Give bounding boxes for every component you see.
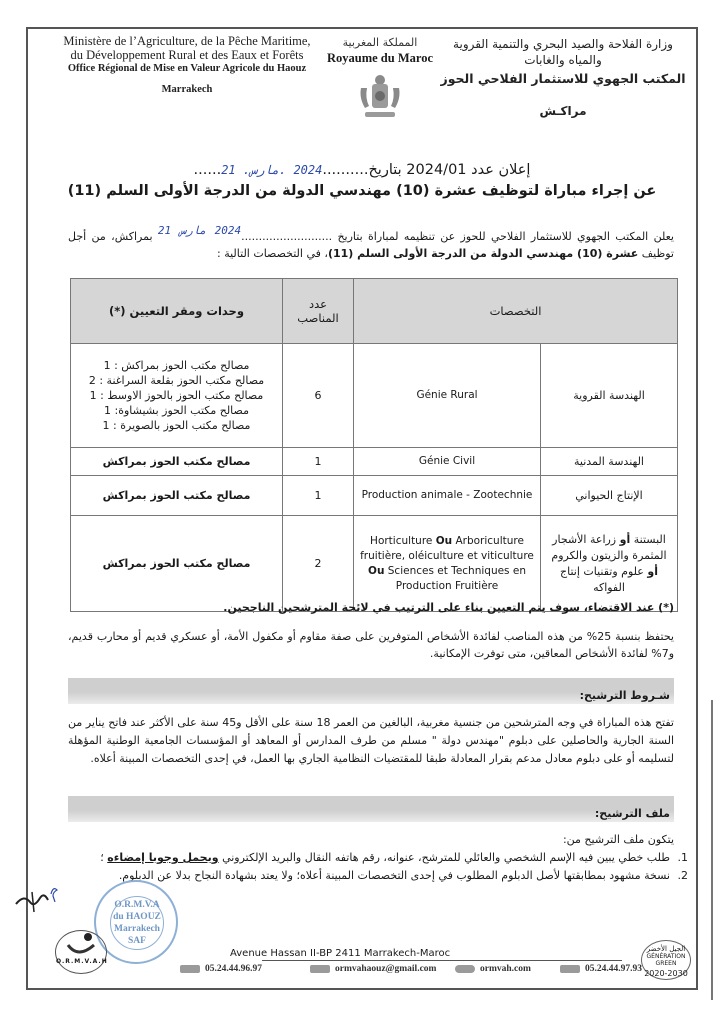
gg-logo-fr: GÉNÉRATION GREEN <box>646 953 686 967</box>
intro-handwritten-date: 2024 مارس 21 <box>157 224 242 237</box>
spec-ar: الهندسة القروية <box>541 344 678 448</box>
header-specialties: التخصصات <box>354 279 678 344</box>
website-icon <box>455 965 475 973</box>
list-item-emphasis: ويحمل وجوبا إمضاءه <box>107 851 219 864</box>
ormvah-logo-icon <box>56 931 106 961</box>
list-item <box>68 867 674 885</box>
spec-fr: Génie Rural <box>354 344 541 448</box>
intro-text-1: يعلن المكتب الجهوي للاستثمار الفلاحي للحوز عن تنظيمه لمباراة بتاريخ <box>332 230 674 243</box>
list-item-text: طلب خطي يبين فيه الإسم الشخصي والعائلي للمترشح، عنوانه، رقم هاتفه النقال والبريد الإلكتروني <box>218 851 670 864</box>
unit-line: مصالح مكتب الحوز بمراكش : 1 <box>103 359 250 372</box>
letterhead <box>28 30 696 142</box>
ministry-name-ar-1: وزارة الفلاحة والصيد البحري والتنمية القروية <box>453 37 673 51</box>
spec-ar: الإنتاج الحيواني <box>541 476 678 516</box>
footer-divider <box>262 960 622 961</box>
list-item-text: نسخة مشهود بمطابقتها لأصل الدبلوم المطلوب في إحدى التخصصات المبينة أعلاه؛ ولا يعتد بشهادة النجاح بدلا عن الدبلوم. <box>118 869 670 882</box>
coat-of-arms-icon <box>357 72 403 122</box>
date-dots: .......... <box>322 162 369 178</box>
unit-line: مصالح مكتب الحوز بقلعة السراغنة : 2 <box>88 374 265 387</box>
phone-icon <box>180 965 200 973</box>
signature-icon <box>14 886 54 916</box>
announcement-number-text: إعلان عدد 2024/01 بتاريخ <box>368 162 531 178</box>
unit-line: مصالح مكتب الحوز بشيشاوة: 1 <box>104 404 249 417</box>
footer-address: Avenue Hassan II-BP 2411 Marrakech-Maroc <box>230 948 451 959</box>
assignment-units: مصالح مكتب الحوز بمراكش <box>71 448 283 476</box>
assignment-units: مصالح مكتب الحوز بمراكش <box>71 476 283 516</box>
announcement-subtitle: عن إجراء مباراة لتوظيف عشرة (10) مهندسي الدولة من الدرجة الأولى السلم (11) <box>67 183 657 199</box>
intro-dots: .......................... <box>241 230 333 243</box>
section-conditions-header <box>68 678 674 704</box>
header-count: عدد المناصب <box>283 279 354 344</box>
letterhead-arabic <box>438 36 688 119</box>
list-item-tail: ؛ <box>100 851 108 864</box>
office-name-fr: Office Régional de Mise en Valeur Agricole du Haouz <box>67 63 307 74</box>
fax-number: 05.24.44.97.93 <box>585 964 642 974</box>
stamp-line: du HAOUZ <box>113 912 161 922</box>
city-fr: Marrakech <box>161 84 213 95</box>
spec-ar <box>541 516 678 612</box>
spec-ar-part: زراعة الأشجار المثمرة والزيتون والكروم <box>551 532 667 562</box>
spec-ar-or: أو <box>647 564 658 578</box>
ministry-name-ar-2: والمياه والغابات <box>524 53 602 67</box>
stamp-line: SAF <box>128 936 146 946</box>
spec-fr-part: Horticulture <box>370 534 436 547</box>
email-address[interactable]: ormvahaouz@gmail.com <box>335 964 437 974</box>
intro-text-3: ، في التخصصات التالية : <box>217 247 328 260</box>
stamp-line: Marrakech <box>114 924 160 934</box>
ormvah-logo-text: O.R.M.V.A.H <box>56 958 108 965</box>
city-ar: مراكـش <box>539 104 587 118</box>
announcement-title <box>60 160 664 202</box>
spec-ar-part: البستنة <box>630 532 666 546</box>
phone-contact <box>180 964 262 974</box>
assignment-units: مصالح مكتب الحوز بمراكش <box>71 516 283 612</box>
spec-fr: Production animale - Zootechnie <box>354 476 541 516</box>
spec-ar: الهندسة المدنية <box>541 448 678 476</box>
section-conditions-title: شـروط الترشيح: <box>579 689 670 702</box>
intro-bold: عشرة (10) مهندسي الدولة من الدرجة الأولى السلم (11) <box>327 247 639 260</box>
spec-fr-part: Sciences et Techniques en Production Fruitière <box>384 564 526 592</box>
position-count: 1 <box>283 476 354 516</box>
table-row <box>71 516 678 612</box>
ormvah-logo <box>55 930 107 974</box>
initials-icon <box>49 884 61 902</box>
assignment-units <box>71 344 283 448</box>
spec-ar-part: علوم وتقنيات إنتاج الفواكه <box>560 564 648 594</box>
table-header-row <box>71 279 678 344</box>
announcement-number <box>60 160 664 180</box>
gg-logo-ar: الجيل الأخضر <box>646 945 686 953</box>
intro-paragraph <box>68 224 674 262</box>
office-name-ar: المكتب الجهوي للاستثمار الفلاحي الحوز <box>440 71 686 86</box>
table-row <box>71 344 678 448</box>
reserved-quota-text: يحتفظ بنسبة 25% من هذه المناصب لفائدة الأشخاص المتوفرين على صفة مقاوم أو مكفول الأمة، أو عسكري قديم أو محارب قديم، و7% لفائدة الأشخاص المعاقين، متى توفرت الإمكانية. <box>68 630 674 660</box>
kingdom-ar: المملكة المغربية <box>342 36 418 49</box>
fax-icon <box>560 965 580 973</box>
spec-fr-or: Ou <box>368 564 385 577</box>
header-units: وحدات ومقر التعيين (*) <box>71 279 283 344</box>
section-file-title: ملف الترشيح: <box>594 807 670 820</box>
spec-fr: Génie Civil <box>354 448 541 476</box>
spec-fr-or: Ou <box>435 534 453 547</box>
website-link[interactable]: ormvah.com <box>480 964 531 974</box>
positions-table <box>70 278 678 612</box>
email-contact[interactable] <box>310 964 436 974</box>
spec-ar-or: أو <box>619 532 631 546</box>
table-row <box>71 448 678 476</box>
spec-fr <box>354 516 541 612</box>
letterhead-french <box>62 34 312 97</box>
kingdom-fr: Royaume du Maroc <box>326 51 433 65</box>
fax-contact <box>560 964 642 974</box>
generation-green-logo <box>641 940 691 980</box>
file-requirements-list <box>68 849 700 885</box>
email-icon <box>310 965 330 973</box>
list-item <box>68 849 674 867</box>
scan-edge-line <box>711 700 713 1000</box>
footnote: (*) عند الاقتضاء، سوف يتم التعيين بناء على الترتيب في لائحة المترشحين الناجحين. <box>223 601 674 614</box>
section-file-header <box>68 796 674 822</box>
position-count: 1 <box>283 448 354 476</box>
file-intro: يتكون ملف الترشيح من: <box>562 833 674 846</box>
gg-logo-years: 2020-2030 <box>644 969 688 978</box>
intro-text-2: بمراكش، من أجل توظيف <box>68 230 674 260</box>
phone-number: 05.24.44.96.97 <box>205 964 262 974</box>
conditions-text: تفتح هذه المباراة في وجه المترشحين من جنسية مغربية، البالغين من العمر 18 سنة على الأقل و45 سنة على الأكثر عند فاتح يناير من السنة الجارية والحاصلين على دبلوم "مهندس دولة " مسلم من طرف المدارس أو المعاهد أو المؤسسات الجامعية الوطنية المؤهلة لتسليمه أو على دبلوم معادل مدعم بقرار المعادلة طبقا للمقتضيات النظامية الجاري بها العمل، في إحدى التخصصات المبينة أعلاه. <box>68 716 674 765</box>
date-dots-tail: ...... <box>193 162 222 178</box>
unit-line: مصالح مكتب الحوز بالحوز الاوسط : 1 <box>89 389 264 402</box>
stamp-line: O.R.M.V.A <box>114 900 160 910</box>
spec-fr-part: Arboriculture fruitière, oléiculture et viticulture <box>360 534 534 562</box>
position-count: 6 <box>283 344 354 448</box>
ministry-name-fr: Ministère de l’Agriculture, de la Pêche Maritime, du Développement Rural et des Eaux et Forêts <box>63 34 311 62</box>
handwritten-date: 2024 .مارس. 21 <box>221 163 323 177</box>
unit-line: مصالح مكتب الحوز بالصويرة : 1 <box>102 419 251 432</box>
position-count: 2 <box>283 516 354 612</box>
letterhead-center <box>320 36 440 126</box>
table-row <box>71 476 678 516</box>
website-contact[interactable] <box>455 964 531 974</box>
stamp-center <box>110 896 164 950</box>
